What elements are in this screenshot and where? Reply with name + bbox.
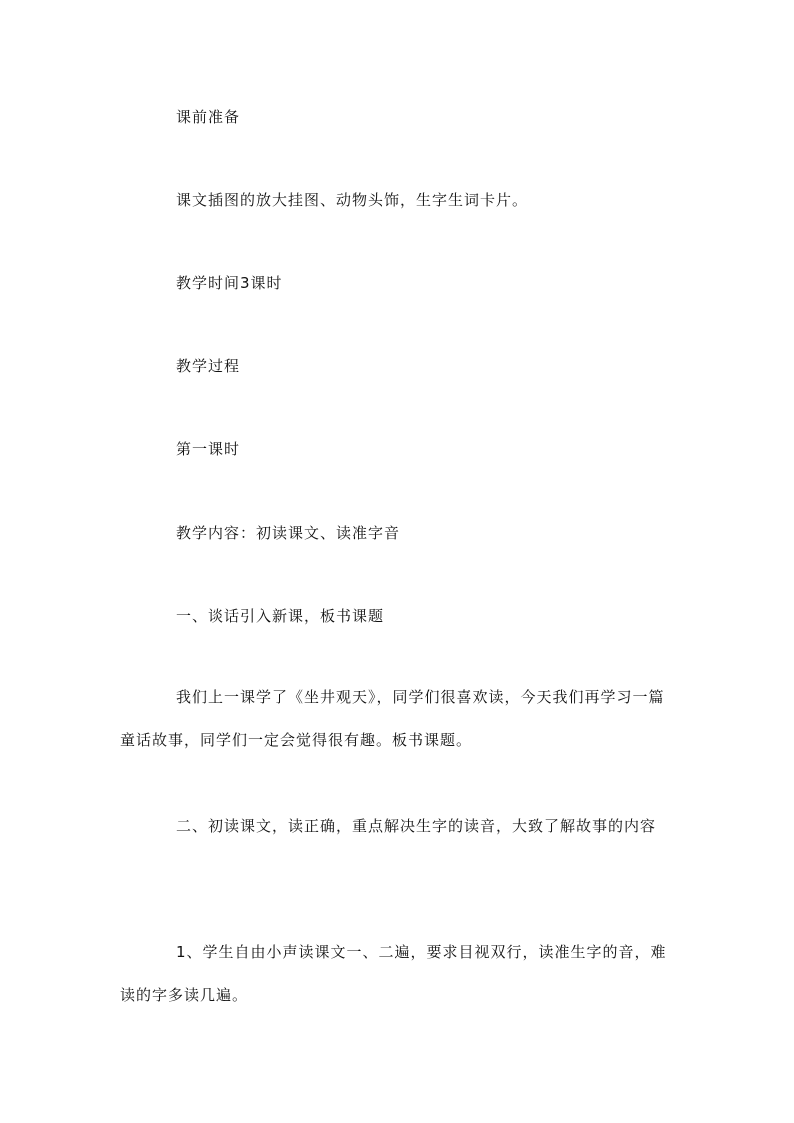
- heading-teaching-process: 教学过程: [176, 357, 241, 375]
- paragraph-step-one: 1、学生自由小声读课文一、二遍，要求目视双行，读准生字的音，难读的字多读几遍。: [120, 943, 667, 1004]
- paragraph-introduction: 我们上一课学了《坐井观天》，同学们很喜欢读，今天我们再学习一篇童话故事，同学们一定会觉得很有趣。板书课题。: [120, 688, 665, 749]
- heading-first-lesson: 第一课时: [176, 440, 241, 458]
- heading-preparation: 课前准备: [176, 108, 241, 126]
- section-heading-two: 二、初读课文，读正确，重点解决生字的读音，大致了解故事的内容: [176, 817, 657, 835]
- section-heading-one: 一、谈话引入新课，板书课题: [176, 607, 385, 625]
- paragraph-teaching-content: 教学内容：初读课文、读准字音: [176, 524, 401, 542]
- paragraph-teaching-time: 教学时间3课时: [176, 274, 283, 292]
- paragraph-materials: 课文插图的放大挂图、动物头饰，生字生词卡片。: [176, 191, 529, 209]
